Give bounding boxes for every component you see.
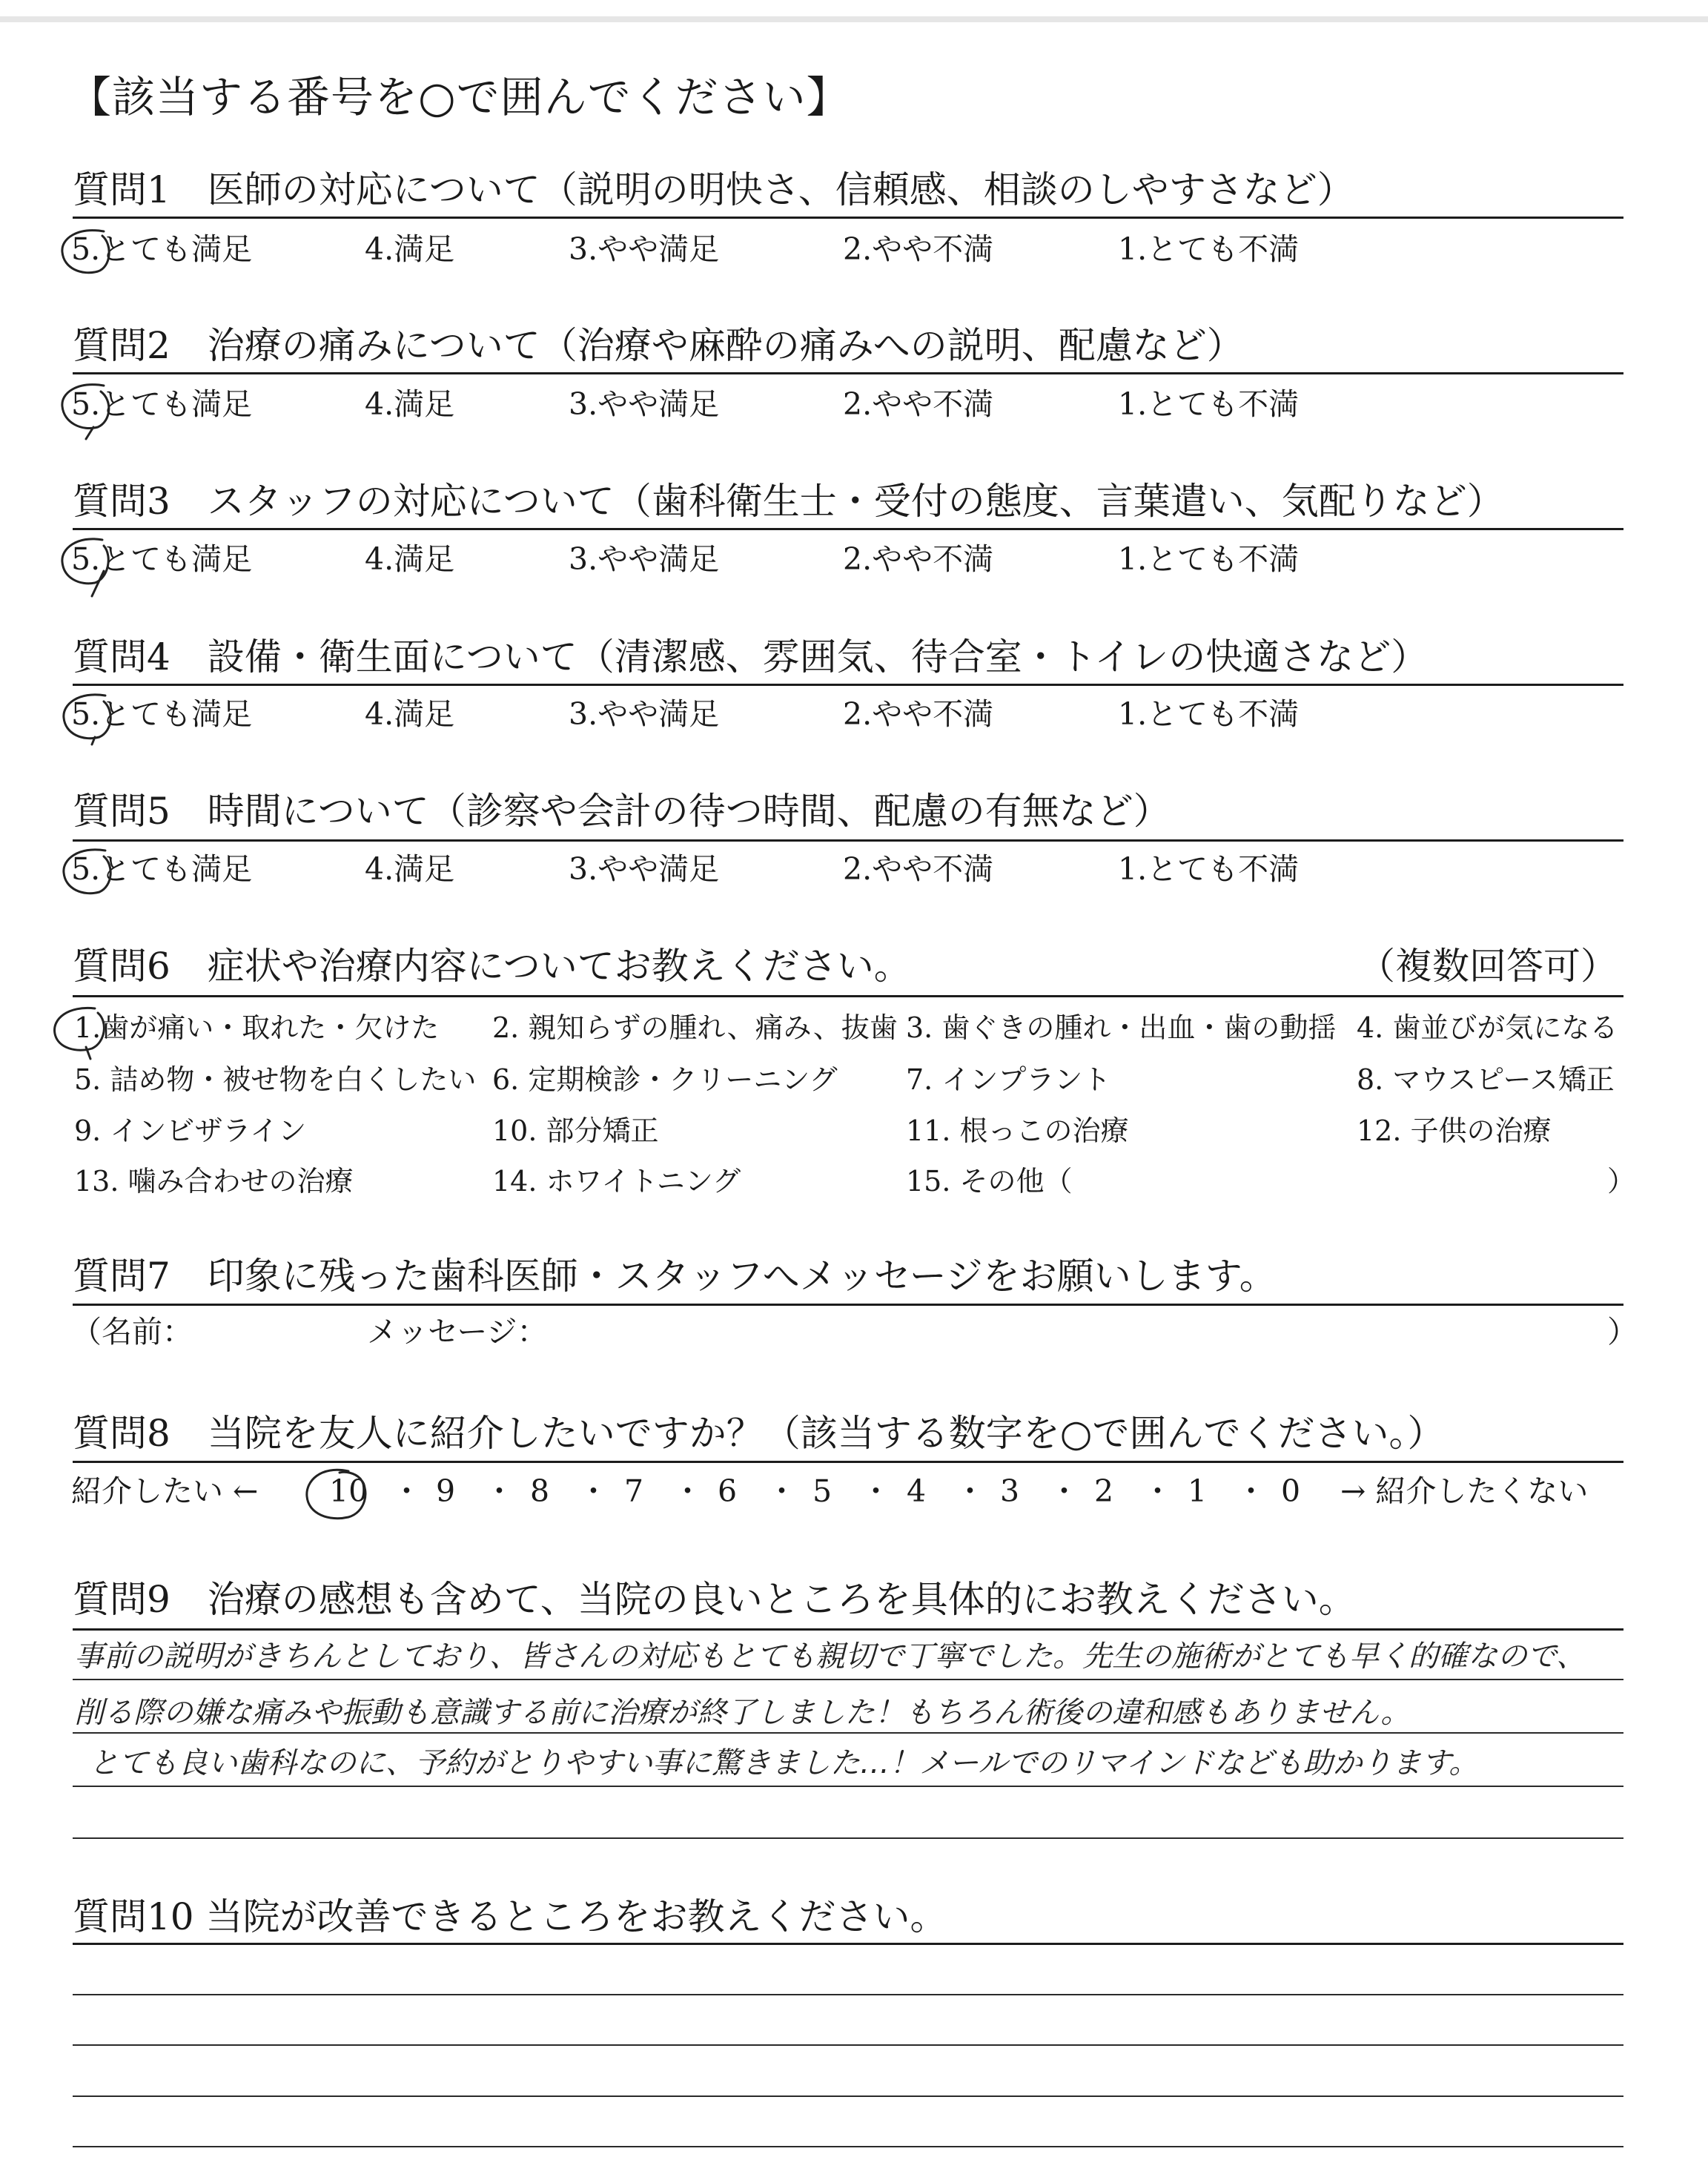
q8-dot: ・	[1049, 1473, 1079, 1509]
question-2-title: 質問2 治療の痛みについて（治療や麻酔の痛みへの説明、配慮など）	[73, 324, 1244, 367]
q9-writing-line	[73, 1732, 1623, 1734]
question-3-title: 質問3 スタッフの対応について（歯科衛生士・受付の態度、言葉遣い、気配りなど）	[73, 480, 1504, 523]
form-instruction-header: 【該当する番号を○で囲んでください】	[68, 72, 850, 122]
q7-close-paren: ）	[1607, 1314, 1638, 1350]
question-6-title: 質問6 症状や治療内容についてお教えください。	[73, 945, 911, 988]
q6-item-15[interactable]: 15. その他（	[906, 1165, 1073, 1198]
q6-item-1[interactable]: 1.歯が痛い・取れた・欠けた	[74, 1011, 440, 1044]
q10-writing-line[interactable]	[73, 2146, 1623, 2147]
question-10-rule	[73, 1943, 1623, 1945]
q8-right-label: → 紹介したくない	[1340, 1473, 1589, 1509]
q6-item-14[interactable]: 14. ホワイトニング	[492, 1165, 741, 1198]
q3-option-1[interactable]: 1.とても不満	[1118, 541, 1300, 577]
question-7-title: 質問7 印象に残った歯科医師・スタッフへメッセージをお願いします。	[73, 1255, 1277, 1298]
q9-answer-line-2[interactable]: 削る際の嫌な痛みや振動も意識する前に治療が終了しました！もちろん術後の違和感もありません。	[74, 1696, 1411, 1730]
question-2-rule	[73, 372, 1623, 374]
q8-score-0[interactable]: 0	[1281, 1473, 1301, 1509]
q4-option-4[interactable]: 4.満足	[365, 696, 455, 732]
question-4-rule	[73, 684, 1623, 686]
q4-option-1[interactable]: 1.とても不満	[1118, 696, 1300, 732]
q6-item-9[interactable]: 9. インビザライン	[74, 1114, 307, 1147]
q2-option-1[interactable]: 1.とても不満	[1118, 386, 1300, 422]
question-7-rule	[73, 1304, 1623, 1306]
q2-option-5[interactable]: 5.とても満足	[71, 386, 253, 422]
q8-score-6[interactable]: 6	[718, 1473, 738, 1509]
q6-item-5[interactable]: 5. 詰め物・被せ物を白くしたい	[74, 1063, 477, 1096]
q6-item-6[interactable]: 6. 定期検診・クリーニング	[492, 1063, 838, 1096]
question-8-title: 質問8 当院を友人に紹介したいですか？（該当する数字を○で囲んでください。）	[73, 1412, 1445, 1455]
q10-writing-line[interactable]	[73, 1994, 1623, 1995]
q6-item-3[interactable]: 3. 歯ぐきの腫れ・出血・歯の動揺	[906, 1011, 1337, 1044]
q8-dot: ・	[484, 1473, 514, 1509]
question-3-rule	[73, 528, 1623, 530]
q3-option-2[interactable]: 2.やや不満	[843, 541, 994, 577]
q6-item-11[interactable]: 11. 根っこの治療	[906, 1114, 1129, 1147]
q10-writing-line[interactable]	[73, 2095, 1623, 2097]
question-5-rule	[73, 839, 1623, 842]
q6-item-4[interactable]: 4. 歯並びが気になる	[1357, 1011, 1618, 1044]
q10-writing-line[interactable]	[73, 2044, 1623, 2046]
q8-score-8[interactable]: 8	[530, 1473, 550, 1509]
question-1-title: 質問1 医師の対応について（説明の明快さ、信頼感、相談のしやすさなど）	[73, 168, 1354, 211]
q6-item-2[interactable]: 2. 親知らずの腫れ、痛み、抜歯	[492, 1011, 898, 1044]
question-4-title: 質問4 設備・衛生面について（清潔感、雰囲気、待合室・トイレの快適さなど）	[73, 635, 1429, 678]
q8-score-10[interactable]: 10	[329, 1473, 368, 1509]
q8-dot: ・	[1236, 1473, 1266, 1509]
q1-option-1[interactable]: 1.とても不満	[1118, 231, 1300, 267]
q6-item-12[interactable]: 12. 子供の治療	[1357, 1114, 1552, 1147]
q2-option-3[interactable]: 3.やや満足	[569, 386, 720, 422]
question-9-title: 質問9 治療の感想も含めて、当院の良いところを具体的にお教えください。	[73, 1578, 1356, 1621]
q8-score-5[interactable]: 5	[812, 1473, 833, 1509]
q8-dot: ・	[672, 1473, 703, 1509]
q8-dot: ・	[861, 1473, 891, 1509]
q8-dot: ・	[578, 1473, 609, 1509]
q2-option-4[interactable]: 4.満足	[365, 386, 455, 422]
q3-option-4[interactable]: 4.満足	[365, 541, 455, 577]
q4-option-3[interactable]: 3.やや満足	[569, 696, 720, 732]
q4-option-2[interactable]: 2.やや不満	[843, 696, 994, 732]
q6-item-10[interactable]: 10. 部分矯正	[492, 1114, 659, 1147]
q8-score-7[interactable]: 7	[624, 1473, 644, 1509]
q1-option-3[interactable]: 3.やや満足	[569, 231, 720, 267]
q1-option-5[interactable]: 5.とても満足	[71, 231, 253, 267]
question-6-rule	[73, 995, 1623, 997]
question-9-rule	[73, 1628, 1623, 1631]
q5-option-1[interactable]: 1.とても不満	[1118, 851, 1300, 887]
q6-item-8[interactable]: 8. マウスピース矯正	[1357, 1063, 1615, 1096]
question-8-rule	[73, 1461, 1623, 1463]
question-5-title: 質問5 時間について（診察や会計の待つ時間、配慮の有無など）	[73, 790, 1171, 833]
q7-name-label: （名前：	[71, 1314, 193, 1350]
q2-option-2[interactable]: 2.やや不満	[843, 386, 994, 422]
q3-option-3[interactable]: 3.やや満足	[569, 541, 720, 577]
q9-writing-line	[73, 1786, 1623, 1787]
q6-item-7[interactable]: 7. インプラント	[906, 1063, 1111, 1096]
question-10-title: 質問10 当院が改善できるところをお教えください。	[73, 1895, 947, 1938]
q3-option-5[interactable]: 5.とても満足	[71, 541, 253, 577]
q9-answer-line-3[interactable]: とても良い歯科なのに、予約がとりやすい事に驚きました…！メールでのリマインドなども助かります。	[89, 1746, 1479, 1780]
q8-score-2[interactable]: 2	[1094, 1473, 1114, 1509]
q6-item-15-close: ）	[1607, 1165, 1636, 1198]
q5-option-2[interactable]: 2.やや不満	[843, 851, 994, 887]
q8-dot: ・	[391, 1473, 422, 1509]
scan-top-edge	[0, 16, 1708, 22]
question-1-rule	[73, 217, 1623, 219]
q5-option-4[interactable]: 4.満足	[365, 851, 455, 887]
q1-option-4[interactable]: 4.満足	[365, 231, 455, 267]
q8-left-label: 紹介したい ←	[71, 1473, 259, 1509]
q8-score-9[interactable]: 9	[436, 1473, 456, 1509]
q8-score-1[interactable]: 1	[1188, 1473, 1208, 1509]
q8-score-3[interactable]: 3	[1000, 1473, 1020, 1509]
q5-option-3[interactable]: 3.やや満足	[569, 851, 720, 887]
q5-option-5[interactable]: 5.とても満足	[71, 851, 253, 887]
q7-message-label: メッセージ：	[367, 1314, 548, 1350]
q8-dot: ・	[955, 1473, 985, 1509]
q4-option-5[interactable]: 5.とても満足	[71, 696, 253, 732]
q9-answer-line-1[interactable]: 事前の説明がきちんとしており、皆さんの対応もとても親切で丁寧でした。先生の施術がとても早く的確なので、	[74, 1639, 1586, 1674]
q9-writing-line	[73, 1679, 1623, 1680]
question-6-note: （複数回答可）	[1358, 945, 1618, 988]
q8-score-4[interactable]: 4	[907, 1473, 927, 1509]
q8-dot: ・	[1142, 1473, 1173, 1509]
q9-writing-line	[73, 1837, 1623, 1839]
q8-dot: ・	[767, 1473, 797, 1509]
q1-option-2[interactable]: 2.やや不満	[843, 231, 994, 267]
q6-item-13[interactable]: 13. 噛み合わせの治療	[74, 1165, 354, 1198]
